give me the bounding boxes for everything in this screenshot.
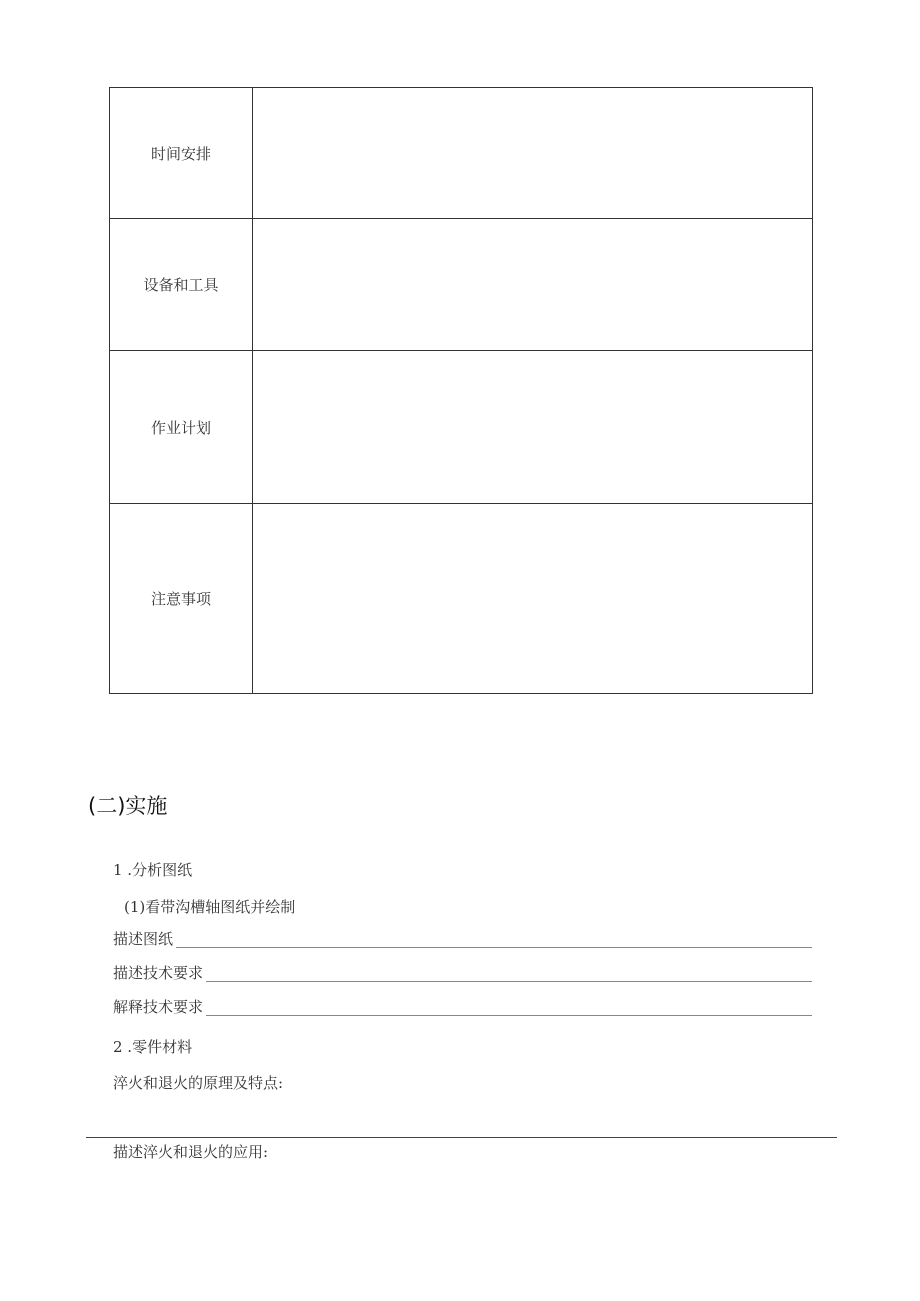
step-1-subitem: (1)看带沟槽轴图纸并绘制	[124, 898, 296, 916]
row-content-equipment[interactable]	[253, 219, 813, 351]
quench-principle-prompt: 淬火和退火的原理及特点:	[113, 1074, 284, 1092]
step-1-heading: 1 .分析图纸	[113, 861, 193, 879]
row-content-work-plan[interactable]	[253, 351, 813, 504]
section-title: (二)实施	[88, 794, 168, 818]
table-row-notes	[110, 504, 813, 694]
explain-requirements-row	[113, 998, 812, 1016]
describe-requirements-label: 描述技术要求	[113, 964, 204, 982]
table-row-work-plan	[110, 351, 813, 504]
table-row-schedule	[110, 88, 813, 219]
describe-drawing-row	[113, 930, 812, 948]
row-label-equipment: 设备和工具	[110, 219, 253, 351]
row-label-schedule: 时间安排	[110, 88, 253, 219]
row-content-notes[interactable]	[253, 504, 813, 694]
describe-drawing-blank[interactable]	[176, 933, 812, 948]
row-label-notes: 注意事项	[110, 504, 253, 694]
describe-requirements-blank[interactable]	[206, 967, 812, 982]
explain-requirements-label: 解释技术要求	[113, 998, 204, 1016]
plan-table	[109, 87, 813, 694]
answer-line[interactable]	[86, 1137, 837, 1138]
step-2-heading: 2 .零件材料	[113, 1038, 193, 1056]
explain-requirements-blank[interactable]	[206, 1001, 812, 1016]
table-row-equipment	[110, 219, 813, 351]
row-label-work-plan: 作业计划	[110, 351, 253, 504]
row-content-schedule[interactable]	[253, 88, 813, 219]
describe-requirements-row	[113, 964, 812, 982]
describe-drawing-label: 描述图纸	[113, 930, 174, 948]
quench-application-prompt: 描述淬火和退火的应用:	[113, 1143, 269, 1161]
